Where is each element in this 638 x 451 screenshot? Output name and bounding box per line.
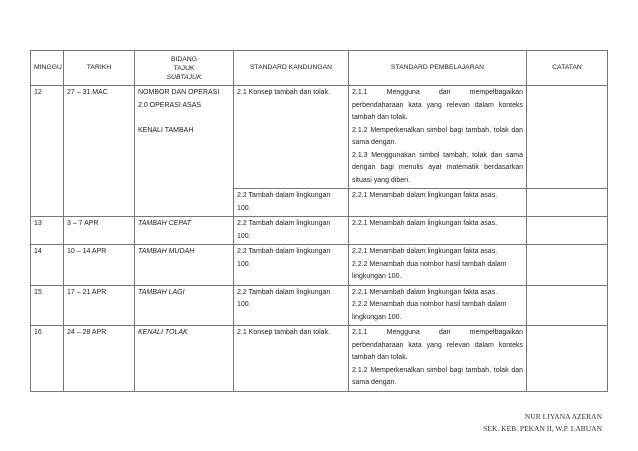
cell-tarikh: 24 – 28 APR [64, 326, 135, 392]
table-row-week-12 [31, 86, 608, 189]
cell-catatan [527, 245, 608, 286]
footer-name: NUR LIYANA AZERAN [524, 412, 602, 421]
table-row-week-14 [31, 245, 608, 286]
weekly-plan-table [30, 50, 608, 392]
cell-standard-kandungan: 2.2 Tambah dalam lingkungan 100. [234, 245, 349, 286]
cell-standard-pembelajaran [349, 326, 527, 392]
sp-item: 2.2.1 Menambah dalam lingkungan fakta asas. [352, 248, 498, 255]
sp-item: 2.2.2 Menambah dua nombor hasil tambah dalam lingkungan 100. [352, 260, 507, 280]
cell-minggu: 14 [31, 245, 64, 286]
cell-tarikh: 10 – 14 APR [64, 245, 135, 286]
table-row-week-13 [31, 217, 608, 245]
sp-item: 2.2.2 Menambah dua nombor hasil tambah dalam lingkungan 100. [352, 301, 507, 321]
header-catatan: CATATAN [527, 51, 608, 86]
cell-tarikh: 17 – 21 APR [64, 285, 135, 326]
sp-item: 2.1.3 Menggunakan simbol tambah, tolak dan sama dengan bagi menulis ayat matematik berdasarkan situasi yang diberi. [352, 151, 523, 184]
bidang-line-2: 2.0 OPERASI ASAS [138, 101, 202, 109]
cell-bidang: KENALI TOLAK [135, 326, 234, 392]
cell-minggu: 13 [31, 217, 64, 245]
cell-standard-pembelajaran [349, 86, 527, 189]
cell-minggu: 12 [31, 86, 64, 217]
cell-standard-kandungan: 2.2 Tambah dalam lingkungan 100. [234, 285, 349, 326]
cell-tarikh: 27 – 31 MAC [64, 86, 135, 217]
cell-minggu: 16 [31, 326, 64, 392]
bidang-line-1: NOMBOR DAN OPERASI [138, 89, 220, 96]
cell-standard-kandungan: 2.2 Tambah dalam lingkungan 100. [234, 217, 349, 245]
cell-catatan [527, 217, 608, 245]
sp-item: 2.1.2 Memperkenalkan simbol bagi tambah, tolak dan sama dengan. [352, 126, 523, 146]
sp-item: 2.1.1 Mengguna dan mempelbagaikan perbendaharaan kata yang relevan dalam konteks tambah dan tolak. [352, 89, 523, 121]
sp-item: 2.1.1 Mengguna dan mempelbagaikan perbendaharaan kata yang relevan dalam konteks tambah dan tolak. [352, 329, 523, 361]
cell-standard-kandungan: 2.2 Tambah dalam lingkungan 100. [234, 189, 349, 217]
sp-item: 2.1.2 Memperkenalkan simbol bagi tambah, tolak dan sama dengan. [352, 366, 523, 386]
table-row-week-16 [31, 326, 608, 392]
header-bidang-line: BIDANG [170, 55, 198, 63]
header-tarikh: TARIKH [64, 51, 135, 86]
cell-catatan [527, 326, 608, 392]
cell-standard-pembelajaran [349, 285, 527, 326]
sp-item: 2.2.1 Menambah dalam lingkungan fakta asas. [352, 288, 498, 296]
cell-tarikh: 3 – 7 APR [64, 217, 135, 245]
header-standard-kandungan: STANDARD KANDUNGAN [234, 51, 349, 86]
cell-standard-pembelajaran: 2.2.1 Menambah dalam lingkungan fakta asas. [349, 189, 527, 217]
cell-catatan [527, 86, 608, 189]
cell-bidang [135, 86, 234, 217]
footer-signature [483, 411, 602, 435]
cell-catatan [527, 285, 608, 326]
header-standard-pembelajaran: STANDARD PEMBELAJARAN [349, 51, 527, 86]
cell-minggu: 15 [31, 285, 64, 326]
table-row-week-15 [31, 285, 608, 326]
header-minggu: MINGGU [31, 51, 64, 86]
header-tajuk-line: TAJUK [173, 64, 195, 72]
header-bidang [135, 51, 234, 86]
cell-standard-kandungan: 2.1 Konsep tambah dan tolak. [234, 86, 349, 189]
cell-bidang: TAMBAH LAGI [135, 285, 234, 326]
cell-standard-pembelajaran [349, 245, 527, 286]
cell-standard-pembelajaran: 2.2.1 Menambah dalam lingkungan fakta asas. [349, 217, 527, 245]
header-subtajuk-line: SUBTAJUK [166, 73, 202, 81]
cell-catatan [527, 189, 608, 217]
cell-standard-kandungan: 2.1 Konsep tambah dan tolak. [234, 326, 349, 392]
footer-school: SEK. KEB. PEKAN II, W.P. LABUAN [483, 424, 602, 433]
header-row [31, 51, 608, 86]
bidang-line-3: KENALI TAMBAH [138, 126, 194, 134]
cell-bidang: TAMBAH CEPAT [135, 217, 234, 245]
cell-bidang: TAMBAH MUDAH [135, 245, 234, 286]
